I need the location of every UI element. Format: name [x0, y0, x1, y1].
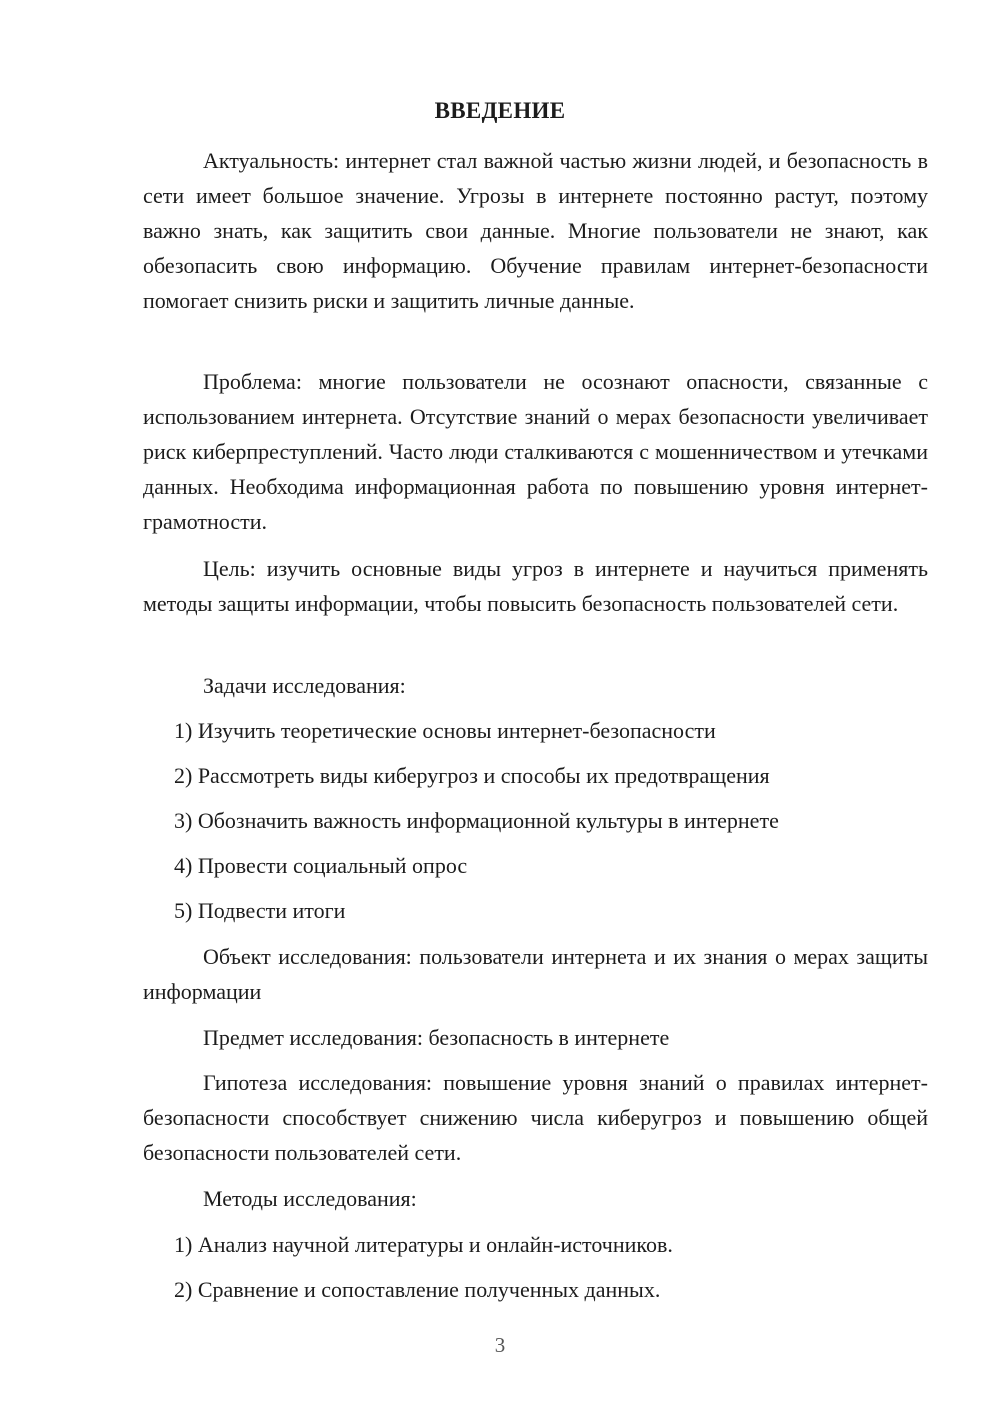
- page-number: 3: [494, 1333, 506, 1357]
- tasks-heading: Задачи исследования:: [203, 673, 406, 698]
- method-item-1: 1) Анализ научной литературы и онлайн-источников.: [174, 1232, 673, 1257]
- method-item-2: 2) Сравнение и сопоставление полученных данных.: [174, 1277, 661, 1302]
- task-item-5: 5) Подвести итоги: [174, 898, 346, 923]
- hypothesis-paragraph: Гипотеза исследования: повышение уровня знаний о правилах интернет-безопасности способствует снижению числа киберугроз и повышению общей безопасности пользователей сети.: [143, 1070, 928, 1165]
- task-item-2: 2) Рассмотреть виды киберугроз и способы их предотвращения: [174, 763, 770, 788]
- task-item-4: 4) Провести социальный опрос: [174, 853, 468, 878]
- methods-heading: Методы исследования:: [203, 1186, 417, 1211]
- goal-paragraph: Цель: изучить основные виды угроз в интернете и научиться применять методы защиты информации, чтобы повысить безопасность пользователей сети.: [143, 556, 928, 616]
- task-item-1: 1) Изучить теоретические основы интернет-безопасности: [174, 718, 716, 743]
- object-paragraph: Объект исследования: пользователи интернета и их знания о мерах защиты информации: [143, 944, 928, 1004]
- section-title: ВВЕДЕНИЕ: [434, 98, 566, 123]
- relevance-paragraph: Актуальность: интернет стал важной частью жизни людей, и безопасность в сети имеет большое значение. Угрозы в интернете постоянно растут, поэтому важно знать, как защитить свои данные. Многие пользователи не знают, как обезопасить свою информацию. Обучение правилам интернет-безопасности помогает снизить риски и защитить личные данные.: [143, 148, 928, 313]
- subject-paragraph: Предмет исследования: безопасность в интернете: [203, 1025, 670, 1050]
- task-item-3: 3) Обозначить важность информационной культуры в интернете: [174, 808, 779, 833]
- problem-paragraph: Проблема: многие пользователи не осознают опасности, связанные с использованием интернета. Отсутствие знаний о мерах безопасности увеличивает риск киберпреступлений. Часто люди сталкиваются с мошенничеством и утечками данных. Необходима информационная работа по повышению уровня интернет-грамотности.: [143, 369, 928, 534]
